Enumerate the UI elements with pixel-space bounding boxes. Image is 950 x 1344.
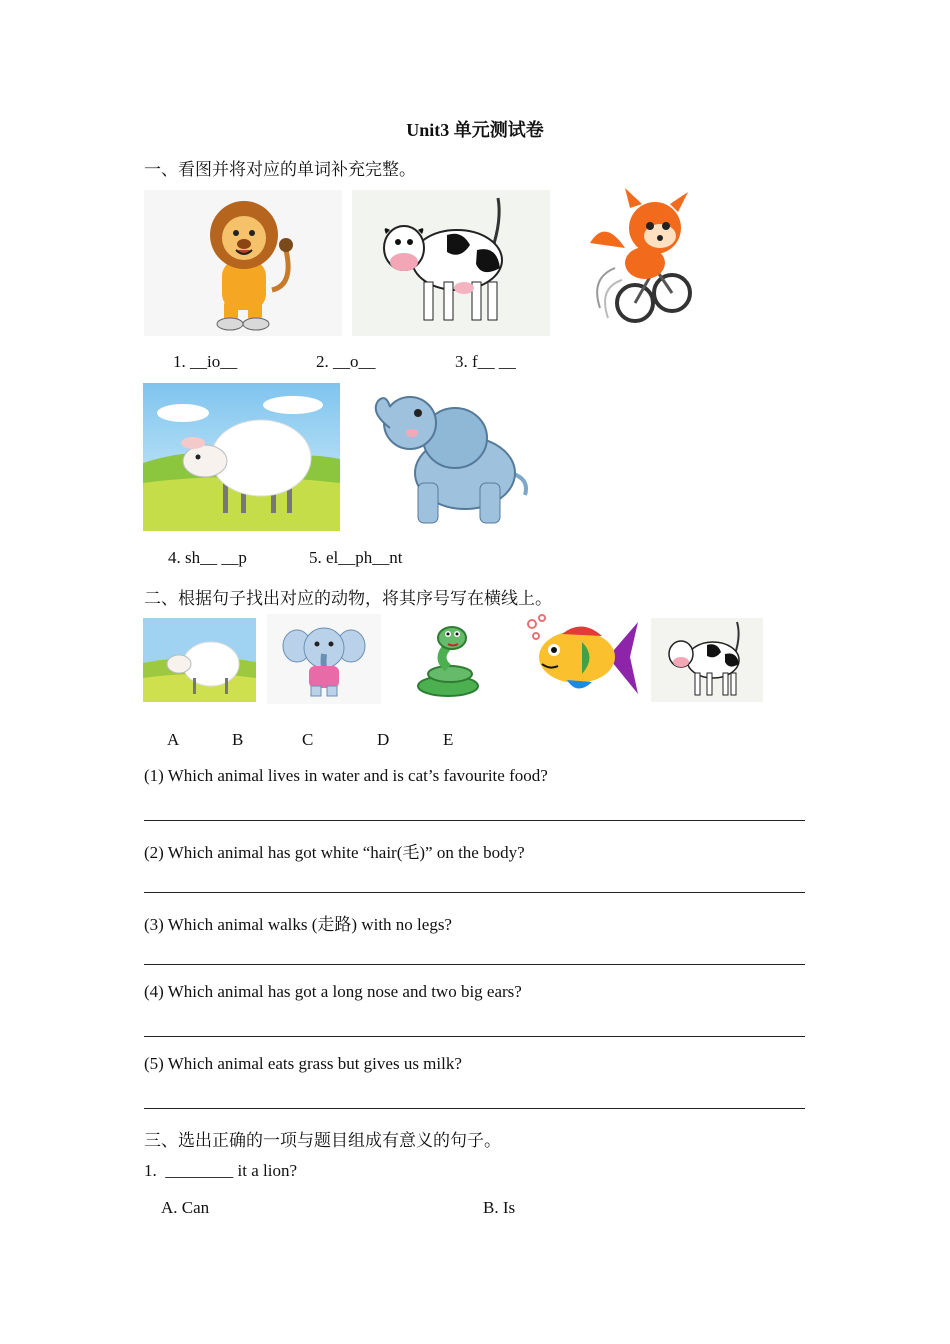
- item-2: 2. __o__: [316, 352, 376, 371]
- item-5: 5. el__ph__nt: [309, 548, 403, 567]
- sheep-image: [143, 383, 340, 531]
- fox-on-bike-image: [580, 188, 710, 328]
- item-1: 1. __io__: [173, 352, 238, 371]
- option-b-is[interactable]: B. Is: [483, 1198, 516, 1217]
- option-d-fish-image: [522, 612, 640, 702]
- option-b-elephant-image: [267, 614, 381, 704]
- answer-line-4[interactable]: [144, 1036, 805, 1037]
- elephant-image: [360, 383, 538, 531]
- section2-heading: 二、根据句子找出对应的动物，将其序号写在横线上。: [144, 589, 552, 608]
- option-a-sheep-image: [143, 618, 256, 702]
- section1-heading: 一、看图并将对应的单词补充完整。: [144, 160, 416, 179]
- item-4: 4. sh__ __p: [168, 548, 247, 567]
- answer-line-3[interactable]: [144, 964, 805, 965]
- section3-question-1: 1. ________ it a lion?: [144, 1161, 297, 1180]
- option-a-can[interactable]: A. Can: [161, 1198, 210, 1217]
- letter-a: A: [167, 730, 180, 749]
- answer-line-1[interactable]: [144, 820, 805, 821]
- question-2: (2) Which animal has got white “hair(毛)” on the body?: [144, 843, 525, 862]
- cow-image: [352, 190, 550, 336]
- letter-c: C: [302, 730, 314, 749]
- question-1: (1) Which animal lives in water and is cat’s favourite food?: [144, 766, 548, 785]
- option-c-snake-image: [408, 618, 490, 702]
- question-4: (4) Which animal has got a long nose and two big ears?: [144, 982, 522, 1001]
- page-title: Unit3 单元测试卷: [406, 120, 544, 140]
- question-3: (3) Which animal walks (走路) with no legs?: [144, 915, 452, 934]
- letter-b: B: [232, 730, 244, 749]
- section3-heading: 三、选出正确的一项与题目组成有意义的句子。: [144, 1131, 501, 1150]
- lion-image: [144, 190, 342, 336]
- option-e-cow-image: [651, 618, 763, 702]
- question-5: (5) Which animal eats grass but gives us milk?: [144, 1054, 462, 1073]
- answer-line-5[interactable]: [144, 1108, 805, 1109]
- item-3: 3. f__ __: [455, 352, 516, 371]
- letter-e: E: [443, 730, 454, 749]
- letter-d: D: [377, 730, 390, 749]
- answer-line-2[interactable]: [144, 892, 805, 893]
